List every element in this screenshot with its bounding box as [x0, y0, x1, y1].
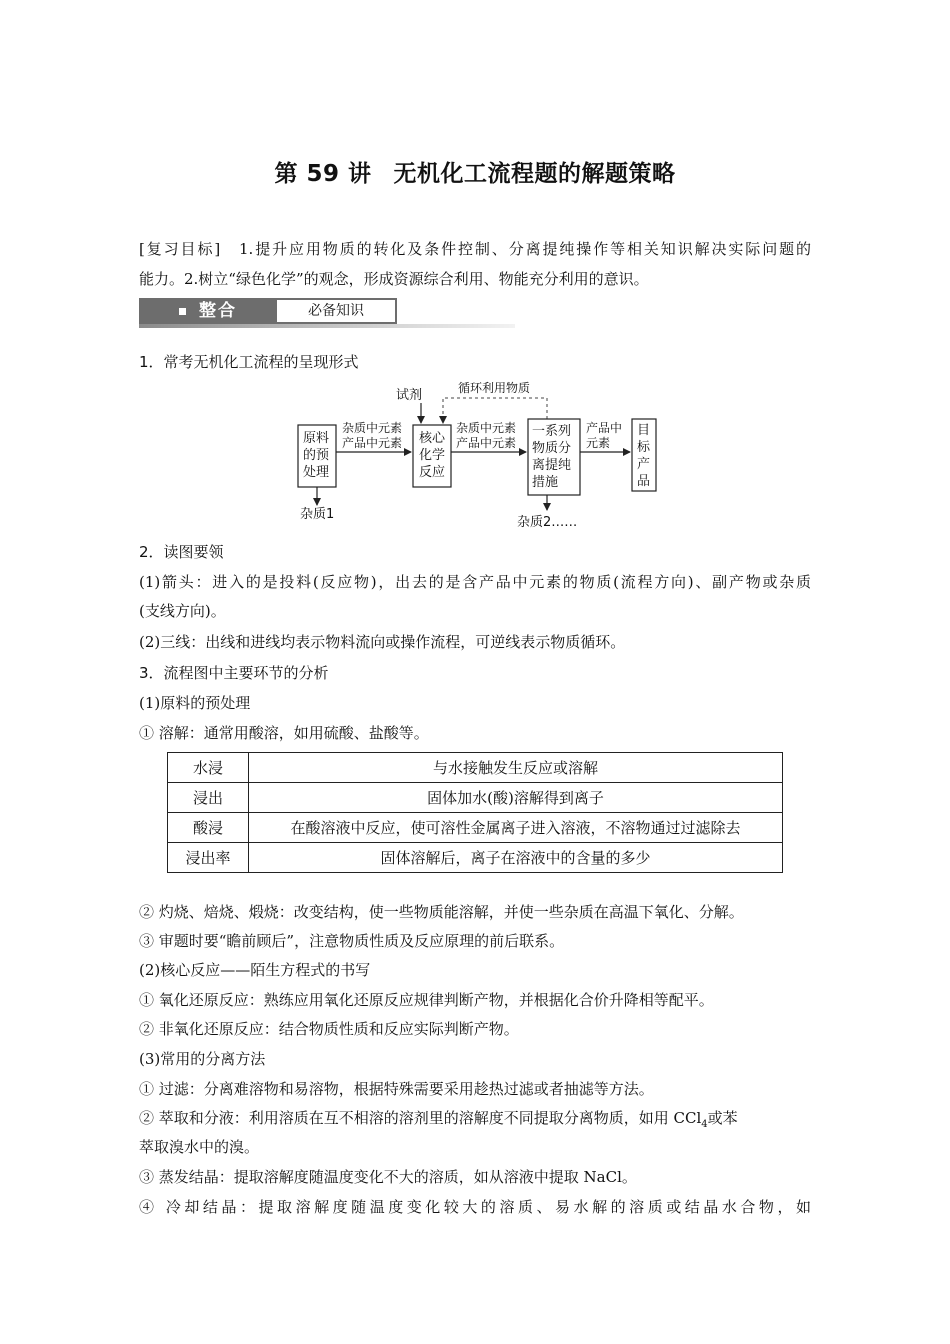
arrow1-label: 杂质中元素: [342, 421, 403, 435]
banner-subtitle: 必备知识: [277, 298, 397, 324]
table-row: [168, 813, 783, 843]
table-cell: 浸出率: [168, 843, 249, 873]
review-goals-line1: [复习目标] 1.提升应用物质的转化及条件控制、分离提纯操作等相关知识解决实际问题的: [139, 240, 811, 258]
box4-char: 产: [637, 457, 651, 472]
lecture-topic: 无机化工流程题的解题策略: [393, 161, 676, 187]
review-goals-line2: 能力。2.树立“绿色化学”的观念，形成资源综合利用、物能充分利用的意识。: [139, 270, 649, 288]
page-title: [0, 155, 950, 188]
table-cell: 水浸: [168, 753, 249, 783]
box3-line: 措施: [532, 475, 559, 490]
box3-line: 离提纯: [532, 458, 572, 473]
arrow2-label: 杂质中元素: [456, 421, 517, 435]
leaching-table: [167, 752, 783, 873]
subsection-separation: (3)常用的分离方法: [139, 1050, 266, 1068]
subsection-core-reaction: (2)核心反应——陌生方程式的书写: [139, 961, 371, 979]
box2-line: 核心: [419, 431, 446, 446]
item-cooling-crystallization: ④ 冷却结晶：提取溶解度随温度变化较大的溶质、易水解的溶质或结晶水合物，如: [139, 1198, 811, 1216]
item-non-redox: ② 非氧化还原反应：结合物质性质和反应实际判断产物。: [139, 1020, 519, 1038]
item-extraction-line2: 萃取溴水中的溴。: [139, 1138, 260, 1156]
impurity2-label: 杂质2……: [517, 515, 578, 530]
box4-char: 品: [637, 474, 651, 489]
item-dissolve: ① 溶解：通常用酸溶，如用硫酸、盐酸等。: [139, 724, 429, 742]
recycle-label: 循环利用物质: [458, 381, 531, 395]
arrow1-label: 产品中元素: [342, 436, 403, 450]
square-bullet-icon: [179, 308, 186, 315]
box1-line: 的预: [303, 448, 330, 463]
table-cell: 与水接触发生反应或溶解: [249, 753, 783, 783]
table-cell: 浸出: [168, 783, 249, 813]
extraction-text: ② 萃取和分液：利用溶质在互不相溶的溶剂里的溶解度不同提取分离物质，如用 CCl: [139, 1109, 702, 1127]
lecture-number: 第 59 讲: [274, 161, 372, 187]
table-cell: 酸浸: [168, 813, 249, 843]
subsection-pretreatment: (1)原料的预处理: [139, 694, 251, 712]
reading-point-1b: (支线方向)。: [139, 602, 226, 620]
extraction-text-tail: 或苯: [707, 1109, 738, 1127]
arrow2-label: 产品中元素: [456, 436, 517, 450]
arrow3-label: 元素: [586, 436, 611, 450]
box4-char: 目: [637, 423, 651, 438]
box1-line: 原料: [303, 431, 330, 446]
box3-line: 物质分: [532, 441, 572, 456]
item-filtration: ① 过滤：分离难溶物和易溶物，根据特殊需要采用趁热过滤或者抽滤等方法。: [139, 1080, 654, 1098]
item-roasting: ② 灼烧、焙烧、煅烧：改变结构，使一些物质能溶解，并使一些杂质在高温下氧化、分解。: [139, 903, 744, 921]
table-cell: 在酸溶液中反应，使可溶性金属离子进入溶液，不溶物通过过滤除去: [249, 813, 783, 843]
section-heading-3: 3．流程图中主要环节的分析: [139, 664, 329, 682]
arrow3-label: 产品中: [586, 421, 623, 435]
section-heading-2: 2．读图要领: [139, 543, 224, 561]
section-banner: [139, 298, 515, 328]
table-cell: 固体加水(酸)溶解得到离子: [249, 783, 783, 813]
box4-char: 标: [637, 440, 651, 455]
item-evaporation: ③ 蒸发结晶：提取溶解度随温度变化不大的溶质，如从溶液中提取 NaCl。: [139, 1168, 637, 1186]
subscript: 4: [701, 1119, 708, 1130]
item-redox: ① 氧化还原反应：熟练应用氧化还原反应规律判断产物，并根据化合价升降相等配平。: [139, 991, 714, 1009]
reagent-label: 试剂: [396, 388, 423, 403]
reading-point-2: (2)三线：出线和进线均表示物料流向或操作流程，可逆线表示物质循环。: [139, 633, 626, 651]
table-row: [168, 843, 783, 873]
table-row: [168, 783, 783, 813]
reading-point-1a: (1)箭头：进入的是投料(反应物)，出去的是含产品中元素的物质(流程方向)、副产物或杂质: [139, 573, 811, 591]
banner-dark: [139, 298, 277, 324]
table-row: [168, 753, 783, 783]
banner-strip: [139, 324, 515, 328]
impurity1-label: 杂质1: [300, 507, 335, 522]
box2-line: 反应: [419, 465, 446, 480]
item-extraction-line1: [139, 1108, 819, 1135]
box2-line: 化学: [419, 448, 446, 463]
table-cell: 固体溶解后，离子在溶液中的含量的多少: [249, 843, 783, 873]
process-flow-diagram: [280, 372, 680, 532]
box3-line: 一系列: [532, 424, 572, 439]
banner-title: 整合: [199, 301, 237, 321]
box1-line: 处理: [303, 465, 330, 480]
section-heading-1: 1．常考无机化工流程的呈现形式: [139, 353, 359, 371]
item-review-tip: ③ 审题时要“瞻前顾后”，注意物质性质及反应原理的前后联系。: [139, 932, 565, 950]
